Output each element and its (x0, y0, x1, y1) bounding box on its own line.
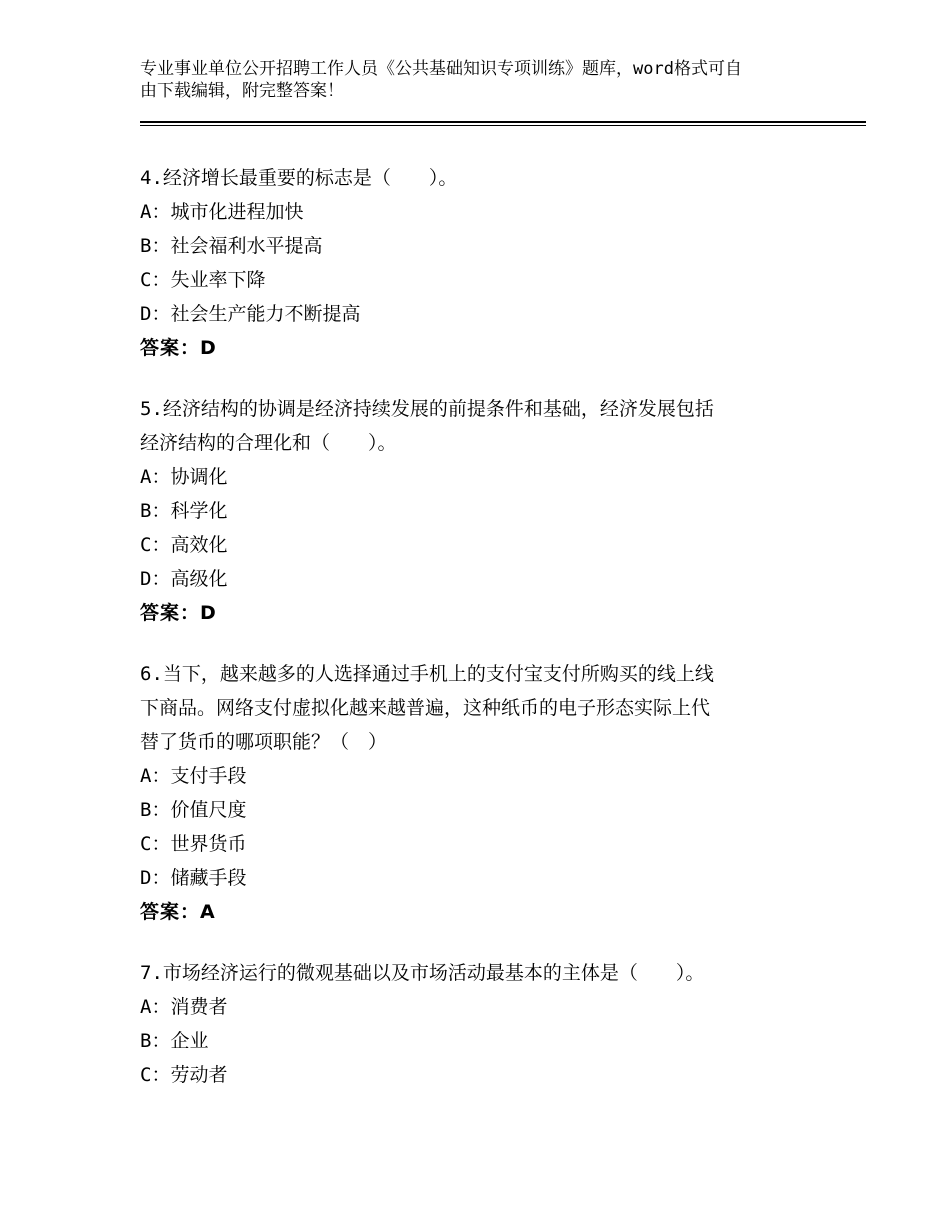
question-text: 5.经济结构的协调是经济持续发展的前提条件和基础，经济发展包括 (140, 398, 714, 420)
option-d: D：社会生产能力不断提高 (140, 303, 361, 325)
header-divider-thin (140, 125, 866, 126)
header-divider-thick (140, 121, 866, 123)
option-b: B：价值尺度 (140, 799, 247, 821)
option-b: B：企业 (140, 1030, 209, 1052)
option-a: A：城市化进程加快 (140, 201, 304, 223)
option-a: A：支付手段 (140, 765, 247, 787)
option-a: A：消费者 (140, 996, 228, 1018)
option-a: A：协调化 (140, 466, 228, 488)
answer-line: 答案：D (140, 602, 217, 624)
option-d: D：高级化 (140, 568, 228, 590)
option-c: C：劳动者 (140, 1064, 228, 1086)
option-c: C：世界货币 (140, 833, 247, 855)
question-4 (140, 161, 820, 365)
question-text: 4.经济增长最重要的标志是（ ）。 (140, 167, 458, 189)
question-text: 替了货币的哪项职能？（ ） (140, 731, 388, 753)
option-c: C：高效化 (140, 534, 228, 556)
option-b: B：科学化 (140, 500, 228, 522)
question-text: 经济结构的合理化和（ ）。 (140, 432, 397, 454)
question-text: 下商品。网络支付虚拟化越来越普遍，这种纸币的电子形态实际上代 (140, 697, 711, 719)
question-list (140, 161, 820, 1119)
header-line-2: 由下载编辑，附完整答案！ (140, 81, 344, 101)
option-c: C：失业率下降 (140, 269, 266, 291)
question-5 (140, 392, 820, 630)
option-b: B：社会福利水平提高 (140, 235, 323, 257)
question-6 (140, 657, 820, 929)
question-text: 6.当下，越来越多的人选择通过手机上的支付宝支付所购买的线上线 (140, 663, 714, 685)
document-header (140, 58, 820, 102)
option-d: D：储藏手段 (140, 867, 247, 889)
question-7 (140, 956, 820, 1092)
header-line-1: 专业事业单位公开招聘工作人员《公共基础知识专项训练》题库，word格式可自 (140, 59, 742, 79)
question-text: 7.市场经济运行的微观基础以及市场活动最基本的主体是（ ）。 (140, 962, 705, 984)
answer-line: 答案：D (140, 337, 217, 359)
answer-line: 答案：A (140, 901, 216, 923)
